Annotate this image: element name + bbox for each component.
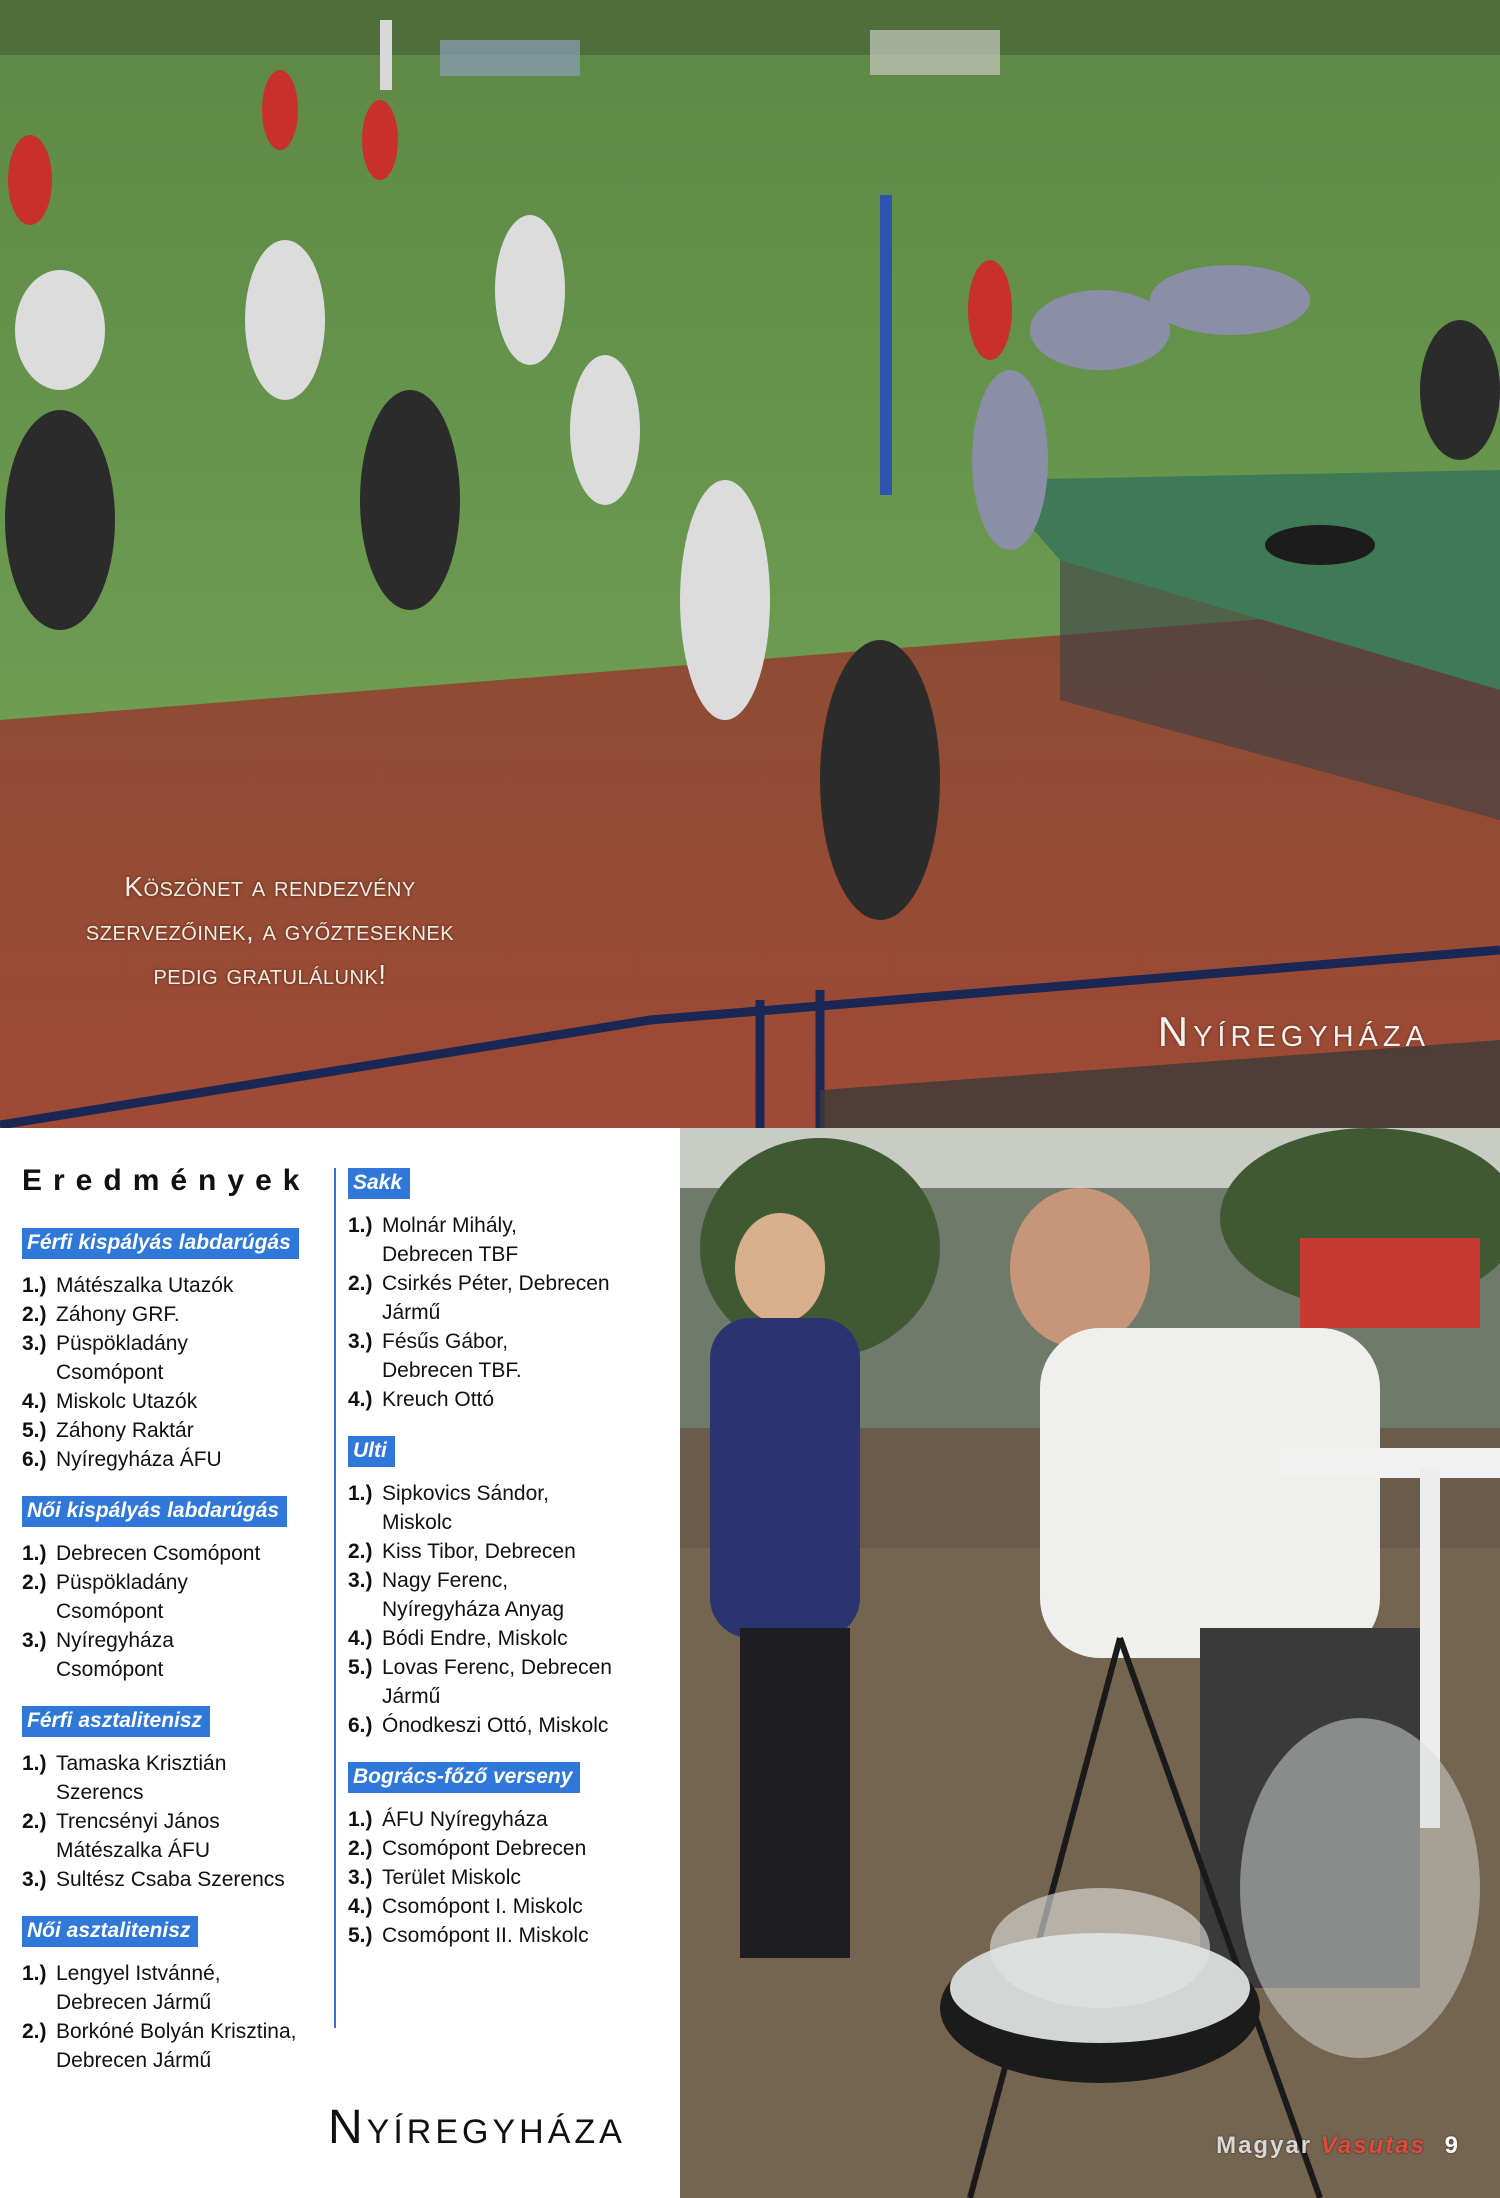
result-text: Nyíregyháza ÁFU xyxy=(56,1448,222,1471)
result-rank: 1.) xyxy=(22,1542,47,1565)
result-rank: 2.) xyxy=(22,1571,47,1594)
result-rank: 2.) xyxy=(22,1303,47,1326)
page-footer xyxy=(1216,2132,1460,2160)
result-text: Csomópont Debrecen xyxy=(382,1837,587,1860)
magazine-prefix: Magyar xyxy=(1216,2132,1313,2159)
results-section xyxy=(22,1228,332,1474)
result-rank: 3.) xyxy=(22,1332,47,1355)
result-entry xyxy=(348,1892,678,1921)
result-rank: 4.) xyxy=(348,1895,373,1918)
result-entry xyxy=(348,1211,678,1269)
result-rank: 3.) xyxy=(348,1569,373,1592)
result-text: Trencsényi János Mátészalka ÁFU xyxy=(56,1810,220,1862)
result-entry xyxy=(22,1539,332,1568)
result-rank: 6.) xyxy=(348,1714,373,1737)
result-entry xyxy=(348,1624,678,1653)
result-rank: 1.) xyxy=(348,1808,373,1831)
result-rank: 5.) xyxy=(348,1924,373,1947)
results-section xyxy=(348,1168,678,1414)
result-rank: 3.) xyxy=(348,1330,373,1353)
photo-caption: Köszönet a rendezvény szervezőinek, a győzteseknek pedig gratulálunk! xyxy=(85,871,455,990)
result-entry xyxy=(348,1921,678,1950)
result-rank: 3.) xyxy=(22,1629,47,1652)
result-rank: 5.) xyxy=(348,1656,373,1679)
results-title: Eredmények xyxy=(22,1164,311,1197)
result-text: Záhony Raktár xyxy=(56,1419,194,1442)
category-label: Sakk xyxy=(348,1168,410,1199)
results-panel xyxy=(0,1128,680,2198)
result-text: Debrecen Csomópont xyxy=(56,1542,261,1565)
result-entry xyxy=(348,1863,678,1892)
result-rank: 2.) xyxy=(348,1837,373,1860)
result-text: Lengyel Istvánné, Debrecen Jármű xyxy=(56,1962,221,2014)
result-text: Miskolc Utazók xyxy=(56,1390,198,1413)
result-rank: 1.) xyxy=(22,1962,47,1985)
result-entry xyxy=(348,1385,678,1414)
result-entry xyxy=(348,1327,678,1385)
result-entry xyxy=(348,1805,678,1834)
result-entry xyxy=(22,1300,332,1329)
result-rank: 2.) xyxy=(22,1810,47,1833)
results-column-left xyxy=(22,1228,332,2097)
results-section xyxy=(22,1496,332,1684)
result-rank: 4.) xyxy=(22,1390,47,1413)
result-text: Tamaska Krisztián Szerencs xyxy=(56,1752,227,1804)
result-entry xyxy=(22,1445,332,1474)
result-text: Lovas Ferenc, Debrecen Jármű xyxy=(382,1656,612,1708)
result-entry xyxy=(22,1959,332,2017)
result-rank: 2.) xyxy=(348,1540,373,1563)
result-entry xyxy=(348,1479,678,1537)
result-entry xyxy=(22,1416,332,1445)
category-label: Női kispályás labdarúgás xyxy=(22,1496,287,1527)
result-text: Nyíregyháza Csomópont xyxy=(56,1629,174,1681)
result-entry xyxy=(348,1653,678,1711)
result-rank: 5.) xyxy=(22,1419,47,1442)
category-label: Női asztalitenisz xyxy=(22,1916,198,1947)
results-column-right xyxy=(348,1168,678,1972)
result-text: Terület Miskolc xyxy=(382,1866,521,1889)
category-label: Férfi kispályás labdarúgás xyxy=(22,1228,299,1259)
result-rank: 1.) xyxy=(348,1482,373,1505)
place-label-bottom: Nyíregyháza xyxy=(328,2101,626,2154)
result-text: Ónodkeszi Ottó, Miskolc xyxy=(382,1714,609,1737)
result-text: Molnár Mihály, Debrecen TBF xyxy=(382,1214,519,1266)
results-section xyxy=(22,1706,332,1894)
result-entry xyxy=(22,1329,332,1387)
result-text: Fésűs Gábor, Debrecen TBF. xyxy=(382,1330,522,1382)
page-number: 9 xyxy=(1444,2132,1460,2159)
place-label-top: Nyíregyháza xyxy=(1157,1008,1430,1055)
result-text: Kiss Tibor, Debrecen xyxy=(382,1540,576,1563)
result-text: ÁFU Nyíregyháza xyxy=(382,1808,548,1831)
result-rank: 3.) xyxy=(348,1866,373,1889)
result-rank: 1.) xyxy=(348,1214,373,1237)
category-label: Bogrács-főző verseny xyxy=(348,1762,580,1793)
result-entry xyxy=(348,1566,678,1624)
cooking-scene xyxy=(680,1128,1500,2198)
result-entry xyxy=(22,1568,332,1626)
result-text: Csirkés Péter, Debrecen Jármű xyxy=(382,1272,610,1324)
column-divider xyxy=(334,1168,336,2028)
result-text: Csomópont II. Miskolc xyxy=(382,1924,589,1947)
result-text: Záhony GRF. xyxy=(56,1303,180,1326)
result-text: Nagy Ferenc, Nyíregyháza Anyag xyxy=(382,1569,565,1621)
result-rank: 2.) xyxy=(22,2020,47,2043)
result-entry xyxy=(22,1865,332,1894)
bottom-photo xyxy=(680,1128,1500,2198)
results-section xyxy=(348,1762,678,1950)
result-entry xyxy=(348,1834,678,1863)
result-text: Kreuch Ottó xyxy=(382,1388,495,1411)
result-text: Bódi Endre, Miskolc xyxy=(382,1627,568,1650)
result-text: Püspökladány Csomópont xyxy=(56,1332,188,1384)
result-entry xyxy=(22,1626,332,1684)
result-entry xyxy=(22,1807,332,1865)
result-text: Püspökladány Csomópont xyxy=(56,1571,188,1623)
result-rank: 6.) xyxy=(22,1448,47,1471)
result-entry xyxy=(22,1749,332,1807)
result-rank: 1.) xyxy=(22,1274,47,1297)
result-rank: 1.) xyxy=(22,1752,47,1775)
results-section xyxy=(348,1436,678,1740)
result-rank: 2.) xyxy=(348,1272,373,1295)
result-text: Mátészalka Utazók xyxy=(56,1274,234,1297)
result-entry xyxy=(22,1271,332,1300)
category-label: Férfi asztalitenisz xyxy=(22,1706,210,1737)
result-text: Sultész Csaba Szerencs xyxy=(56,1868,285,1891)
result-rank: 4.) xyxy=(348,1388,373,1411)
results-section xyxy=(22,1916,332,2075)
result-entry xyxy=(348,1711,678,1740)
result-rank: 3.) xyxy=(22,1868,47,1891)
result-entry xyxy=(22,2017,332,2075)
result-text: Borkóné Bolyán Krisztina, Debrecen Jármű xyxy=(56,2020,297,2072)
result-entry xyxy=(348,1269,678,1327)
result-entry xyxy=(22,1387,332,1416)
result-rank: 4.) xyxy=(348,1627,373,1650)
result-entry xyxy=(348,1537,678,1566)
result-text: Csomópont I. Miskolc xyxy=(382,1895,583,1918)
result-text: Sipkovics Sándor, Miskolc xyxy=(382,1482,549,1534)
category-label: Ulti xyxy=(348,1436,395,1467)
magazine-brand: Vasutas xyxy=(1320,2132,1426,2159)
